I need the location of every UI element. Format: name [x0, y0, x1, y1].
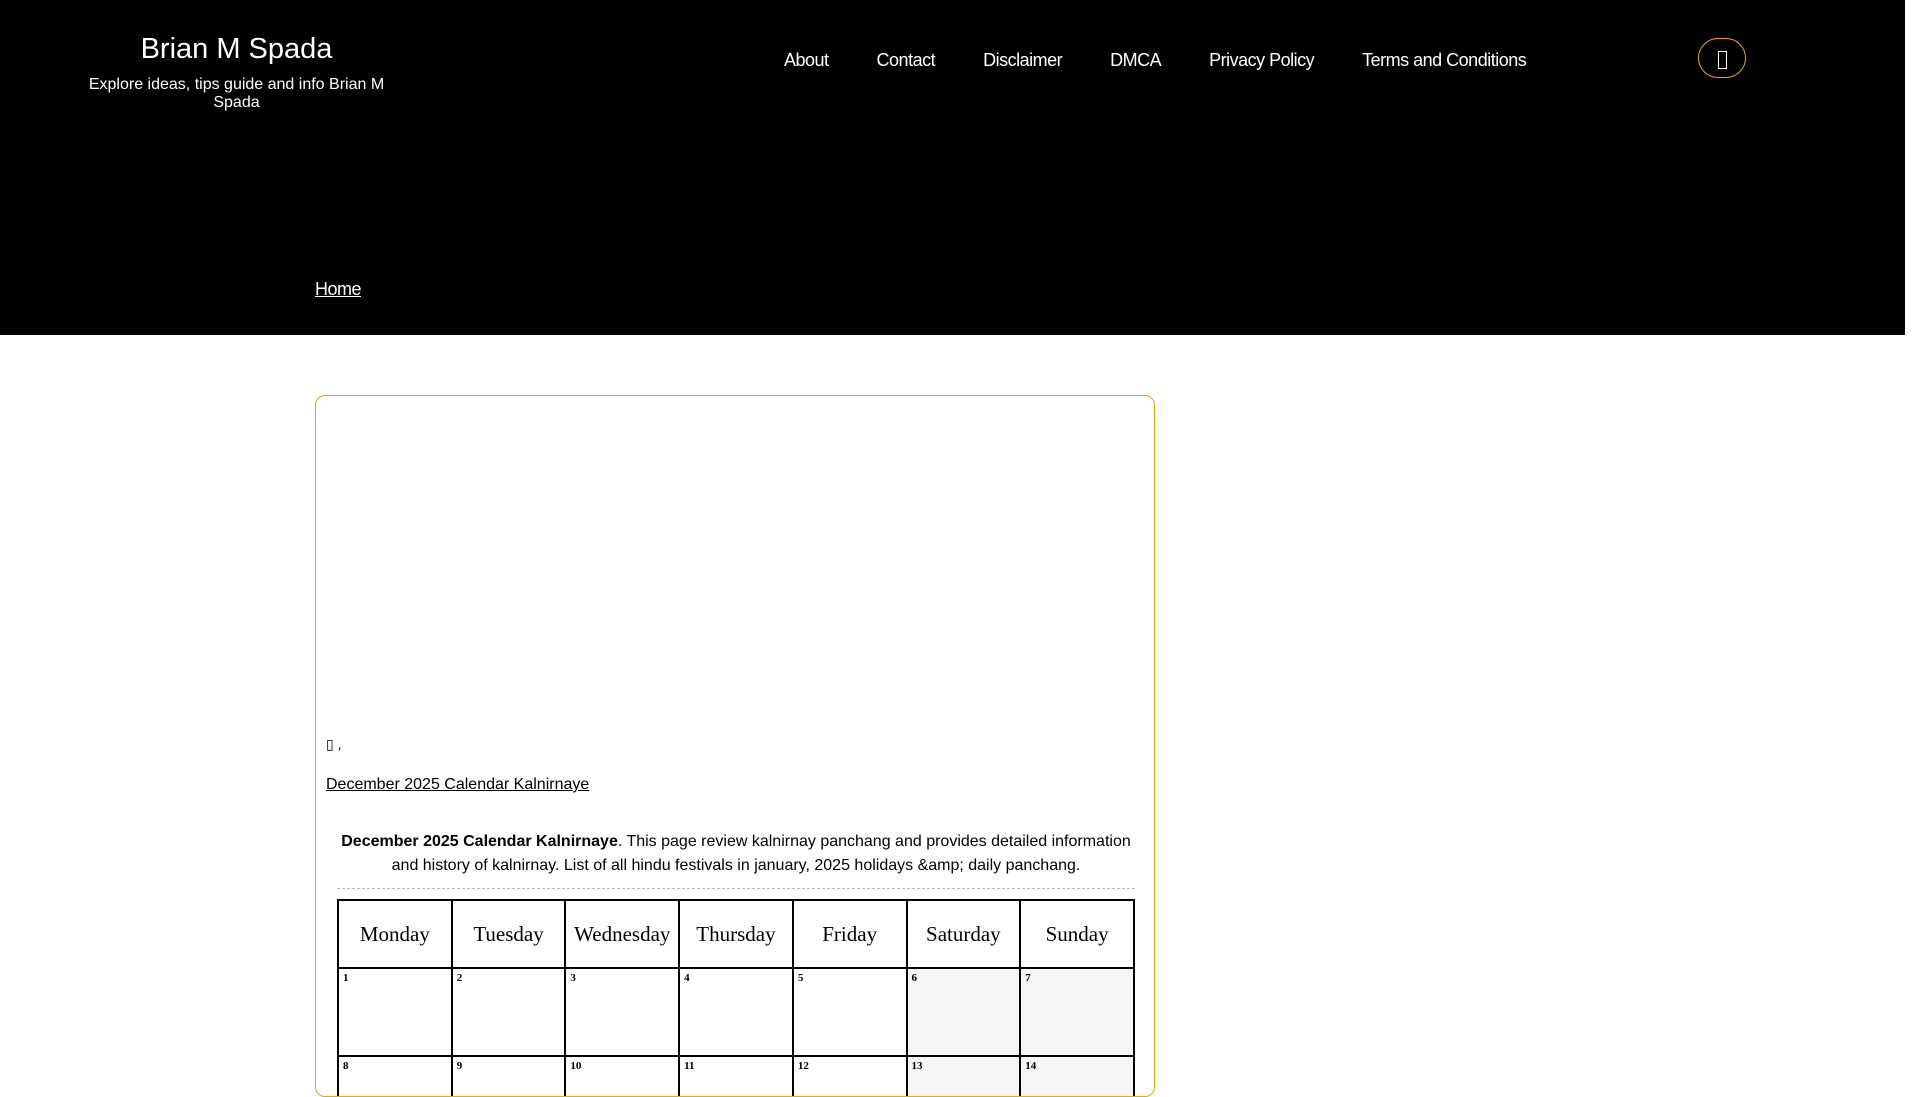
day-header: Sunday — [1020, 900, 1134, 968]
nav-about[interactable]: About — [784, 50, 829, 70]
day-header: Wednesday — [565, 900, 679, 968]
day-cell: 5 — [793, 968, 907, 1056]
calendar-week-row — [338, 1056, 1134, 1097]
day-cell: 11 — [679, 1056, 793, 1097]
site-header — [0, 0, 1905, 335]
day-cell: 4 — [679, 968, 793, 1056]
calendar-grid — [337, 899, 1135, 1097]
post-excerpt — [336, 830, 1136, 878]
site-title-link[interactable]: Brian M Spada — [140, 33, 333, 65]
article-card — [315, 395, 1155, 1097]
day-cell: 2 — [452, 968, 566, 1056]
day-cell: 9 — [452, 1056, 566, 1097]
day-cell: 13 — [907, 1056, 1021, 1097]
site-tagline: Explore ideas, tips guide and info Brian M Spada — [88, 76, 385, 111]
excerpt-text: . This page review kalnirnay panchang and provides detailed information and history of kalnirnay. List of all hindu festivals in january, 2025 holidays &amp; daily panchang. — [391, 833, 1131, 874]
day-cell: 1 — [338, 968, 452, 1056]
search-button[interactable] — [1698, 38, 1746, 78]
search-icon — [1718, 51, 1727, 69]
main-nav — [784, 50, 1574, 70]
day-cell: 3 — [565, 968, 679, 1056]
nav-terms-and-conditions[interactable]: Terms and Conditions — [1362, 50, 1527, 70]
day-cell: 10 — [565, 1056, 679, 1097]
calendar-week-row — [338, 968, 1134, 1056]
day-header: Friday — [793, 900, 907, 968]
day-cell: 8 — [338, 1056, 452, 1097]
branding — [64, 32, 409, 112]
post-meta: ▯ , — [326, 736, 342, 752]
day-header: Tuesday — [452, 900, 566, 968]
excerpt-bold: December 2025 Calendar Kalnirnaye — [341, 833, 618, 850]
day-header: Thursday — [679, 900, 793, 968]
day-cell: 12 — [793, 1056, 907, 1097]
day-cell: 7 — [1020, 968, 1134, 1056]
day-cell: 6 — [907, 968, 1021, 1056]
nav-contact[interactable]: Contact — [876, 50, 936, 70]
day-header: Saturday — [907, 900, 1021, 968]
breadcrumb-home[interactable]: Home — [315, 279, 362, 299]
nav-disclaimer[interactable]: Disclaimer — [983, 50, 1063, 70]
post-title-link[interactable]: December 2025 Calendar Kalnirnaye — [326, 776, 590, 793]
calendar-image — [337, 888, 1135, 1097]
nav-privacy-policy[interactable]: Privacy Policy — [1209, 50, 1315, 70]
day-header: Monday — [338, 900, 452, 968]
calendar-header-row — [338, 900, 1134, 968]
day-cell: 14 — [1020, 1056, 1134, 1097]
nav-dmca[interactable]: DMCA — [1110, 50, 1162, 70]
